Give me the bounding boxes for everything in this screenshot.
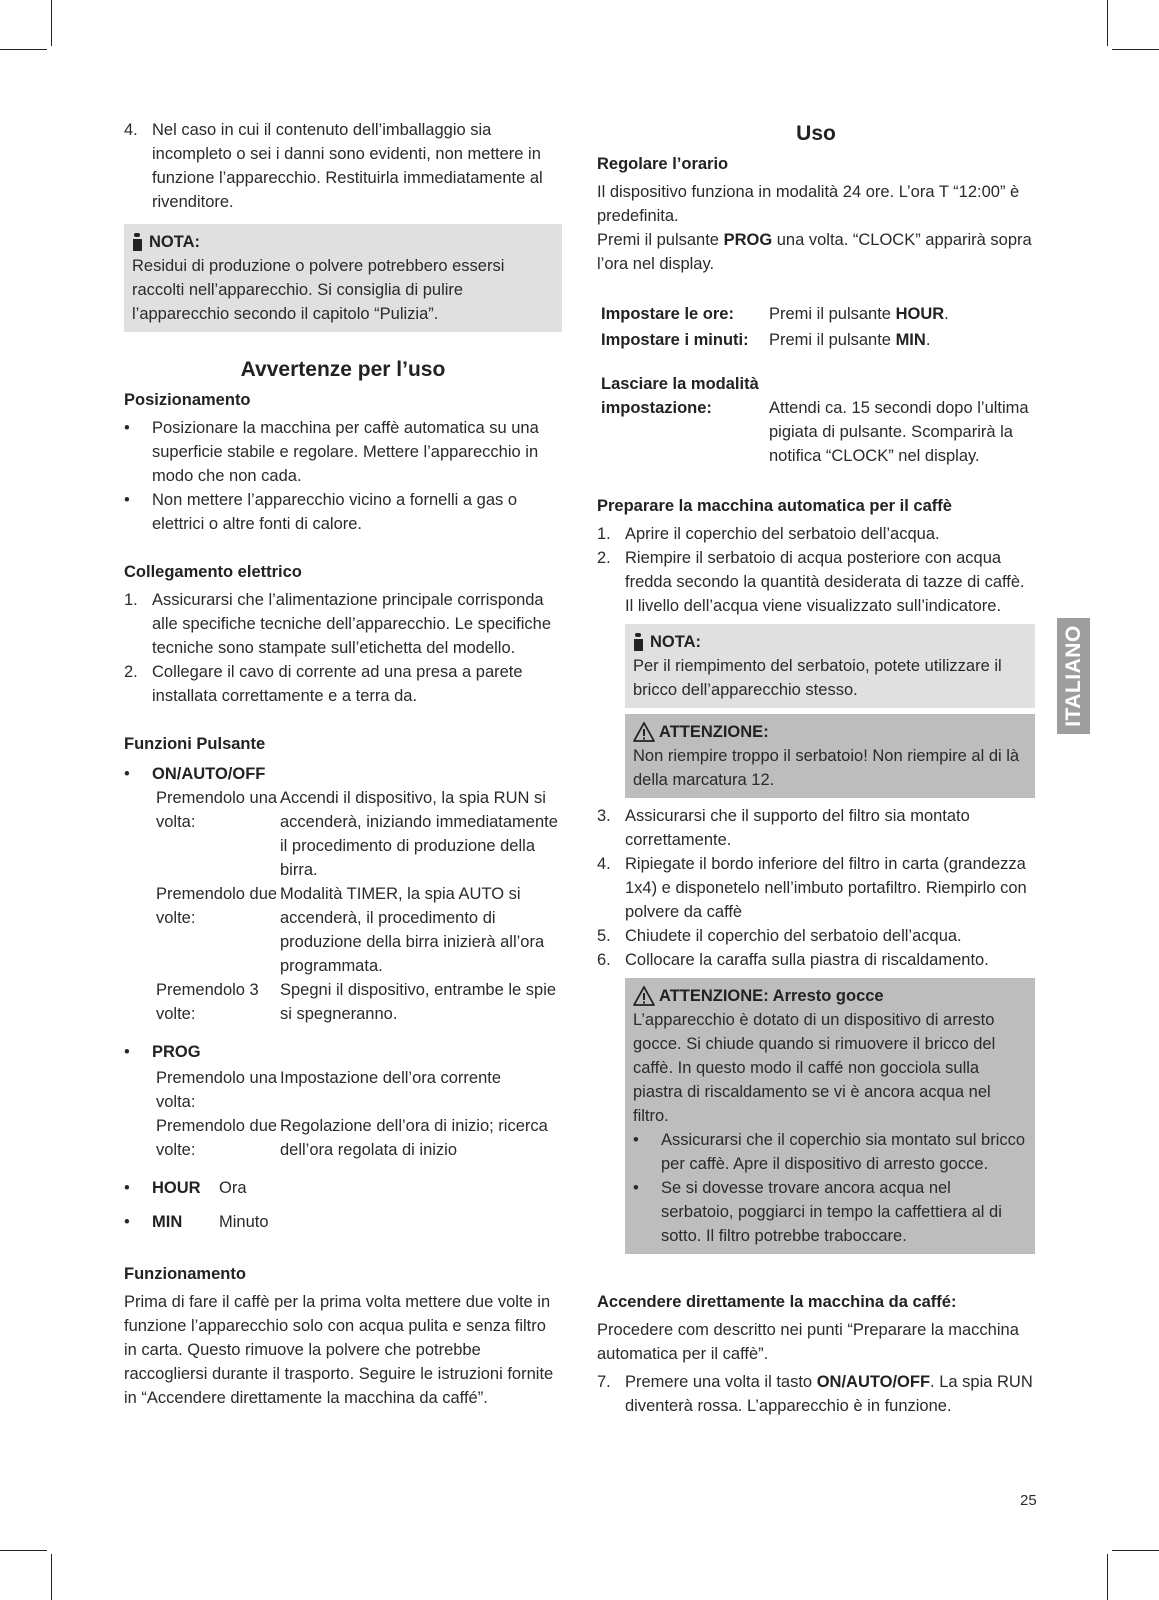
crop-mark bbox=[1107, 1554, 1108, 1600]
function-key: Premendolo due volte: bbox=[156, 885, 278, 927]
text-run-bold: HOUR bbox=[895, 305, 945, 323]
list-item bbox=[597, 948, 1035, 972]
settings-table bbox=[597, 302, 1035, 468]
function-label: PROG bbox=[152, 1043, 201, 1061]
text-run: . La spia RUN diventerà rossa. L’apparecchio è in funzione. bbox=[625, 1373, 1033, 1415]
function-label: MIN bbox=[152, 1213, 183, 1231]
text-run: Premere una volta il tasto bbox=[625, 1373, 817, 1391]
item-number: 7. bbox=[597, 1373, 611, 1391]
item-number: 2. bbox=[597, 549, 611, 567]
item-text: Posizionare la macchina per caffè automatica su una superficie stabile e regolare. Mettere l’apparecchio in modo che non cada. bbox=[152, 419, 539, 485]
bullet: • bbox=[124, 1043, 130, 1061]
warning-icon bbox=[633, 722, 655, 742]
item-text: Chiudete il coperchio del serbatoio dell’acqua. bbox=[625, 927, 962, 945]
settings-key: Impostare i minuti: bbox=[601, 331, 749, 349]
warning-text: L’apparecchio è dotato di un dispositivo di arresto gocce. Si chiude quando si rimuovere il bricco del caffè. In questo modo il caffé non gocciola sulla piastra di riscaldamento se vi è ancora acqua nel filtro. bbox=[633, 1011, 996, 1125]
bullet: • bbox=[124, 1179, 130, 1197]
item-number: 4. bbox=[597, 855, 611, 873]
item-text: Collegare il cavo di corrente ad una presa a parete installata correttamente e a terra da. bbox=[152, 663, 523, 705]
settings-key: Impostare le ore: bbox=[601, 305, 734, 323]
section-title: Avvertenze per l’uso bbox=[240, 358, 446, 381]
info-icon bbox=[633, 633, 644, 651]
function-group bbox=[124, 1210, 562, 1234]
function-value: Modalità TIMER, la spia AUTO si accenderà, il procedimento di produzione della birra inizierà all’ora programmata. bbox=[280, 885, 545, 975]
function-row bbox=[152, 882, 562, 978]
list-item bbox=[597, 546, 1035, 618]
item-text: Ripiegate il bordo inferiore del filtro in carta (grandezza 1x4) e disponetelo nell’imbuto portafiltro. Riempirlo con polvere da caffè bbox=[625, 855, 1027, 921]
function-label: ON/AUTO/OFF bbox=[152, 765, 266, 783]
text-run: Premi il pulsante bbox=[769, 305, 896, 323]
warning-title bbox=[633, 720, 1027, 744]
crop-mark bbox=[1107, 0, 1108, 46]
note-title-text: NOTA: bbox=[650, 633, 702, 651]
subheading: Funzioni Pulsante bbox=[124, 735, 266, 753]
item-number: 5. bbox=[597, 927, 611, 945]
list-item bbox=[597, 924, 1035, 948]
item-text: Non mettere l’apparecchio vicino a fornelli a gas o elettrici o altre fonti di calore. bbox=[152, 491, 518, 533]
list-item bbox=[597, 1370, 1035, 1418]
list-item bbox=[597, 522, 1035, 546]
item-number: 1. bbox=[124, 591, 138, 609]
paragraph: Il dispositivo funziona in modalità 24 ore. L’ora T “12:00” è predefinita. bbox=[597, 183, 1020, 225]
function-row bbox=[152, 786, 562, 882]
function-table bbox=[124, 1066, 562, 1162]
bullet: • bbox=[124, 765, 130, 783]
item-text: Nel caso in cui il contenuto dell’imballaggio sia incompleto o sei i danni sono evidenti, non mettere in funzione l’apparecchio. Restituirla immediatamente al rivenditore. bbox=[152, 121, 543, 211]
text-run: Premi il pulsante bbox=[597, 231, 724, 249]
crop-mark bbox=[1112, 1550, 1159, 1551]
section-title: Uso bbox=[796, 122, 836, 145]
function-group bbox=[124, 1040, 562, 1064]
text-run-bold: PROG bbox=[723, 231, 773, 249]
item-number: 2. bbox=[124, 663, 138, 681]
settings-value bbox=[769, 302, 1035, 326]
item-text: Assicurarsi che il supporto del filtro sia montato correttamente. bbox=[625, 807, 970, 849]
function-desc: Minuto bbox=[219, 1213, 269, 1231]
function-key: Premendolo due volte: bbox=[156, 1117, 278, 1159]
language-tab bbox=[1057, 618, 1090, 734]
bullet: • bbox=[124, 1213, 130, 1231]
list-item bbox=[124, 118, 562, 214]
text-run-bold: MIN bbox=[895, 331, 926, 349]
note-title bbox=[132, 230, 554, 254]
item-number: 4. bbox=[124, 121, 138, 139]
function-value: Impostazione dell’ora corrente bbox=[280, 1069, 502, 1087]
text-run-bold: ON/AUTO/OFF bbox=[816, 1373, 931, 1391]
subheading: Preparare la macchina automatica per il caffè bbox=[597, 497, 952, 515]
bullet: • bbox=[124, 491, 130, 509]
item-text: Assicurarsi che il coperchio sia montato sul bricco per caffè. Apre il dispositivo di arresto gocce. bbox=[661, 1131, 1026, 1173]
function-desc: Ora bbox=[219, 1179, 247, 1197]
bullet: • bbox=[633, 1131, 639, 1149]
function-value: Accendi il dispositivo, la spia RUN si accenderà, iniziando immediatamente il procedimento di produzione della birra. bbox=[280, 789, 558, 879]
item-text bbox=[625, 1370, 1035, 1418]
function-group bbox=[124, 1176, 562, 1200]
list-item bbox=[124, 660, 562, 708]
item-text: Aprire il coperchio del serbatoio dell’acqua. bbox=[625, 525, 940, 543]
crop-mark bbox=[0, 1550, 47, 1551]
item-text: Se si dovesse trovare ancora acqua nel serbatoio, poggiarci in tempo la caffettiera al di sotto. Il filtro potrebbe traboccare. bbox=[661, 1179, 1002, 1245]
text-run: . bbox=[925, 331, 931, 349]
warning-box bbox=[625, 714, 1035, 798]
function-row bbox=[152, 1114, 562, 1162]
item-number: 3. bbox=[597, 807, 611, 825]
note-box bbox=[124, 224, 562, 332]
list-item bbox=[633, 1128, 1027, 1176]
list-item bbox=[597, 852, 1035, 924]
crop-mark bbox=[51, 1554, 52, 1600]
settings-row bbox=[601, 328, 1035, 352]
list-item bbox=[633, 1176, 1027, 1248]
info-icon bbox=[132, 233, 143, 251]
text-run: . bbox=[944, 305, 949, 323]
function-table bbox=[124, 786, 562, 1026]
text-run: Premi il pulsante bbox=[769, 331, 896, 349]
function-value: Regolazione dell’ora di inizio; ricerca dell’ora regolata di inizio bbox=[280, 1117, 548, 1159]
text-run: una volta. “CLOCK” apparirà sopra l’ora nel display. bbox=[597, 231, 1032, 273]
item-number: 6. bbox=[597, 951, 611, 969]
list-item bbox=[124, 416, 562, 488]
crop-mark bbox=[1112, 49, 1159, 50]
warning-title-text: ATTENZIONE: Arresto gocce bbox=[659, 987, 884, 1005]
list-item bbox=[124, 588, 562, 660]
page-number: 25 bbox=[1020, 1492, 1037, 1509]
warning-text: Non riempire troppo il serbatoio! Non riempire al di là della marcatura 12. bbox=[633, 747, 1020, 789]
settings-key: Lasciare la modalità impostazione: bbox=[601, 375, 759, 417]
subheading: Regolare l’orario bbox=[597, 155, 729, 173]
warning-icon bbox=[633, 986, 655, 1006]
function-key: Premendolo una volta: bbox=[156, 1069, 278, 1111]
note-text: Per il riempimento del serbatoio, potete utilizzare il bricco dell’apparecchio stesso. bbox=[633, 657, 1002, 699]
bullet: • bbox=[124, 419, 130, 437]
function-key: Premendolo 3 volte: bbox=[156, 981, 259, 1023]
settings-value bbox=[769, 328, 1035, 352]
function-group bbox=[124, 762, 562, 786]
crop-mark bbox=[0, 49, 47, 50]
warning-title-text: ATTENZIONE: bbox=[659, 723, 769, 741]
right-column bbox=[597, 118, 1035, 1418]
subheading: Accendere direttamente la macchina da caffé: bbox=[597, 1293, 957, 1311]
item-text: Riempire il serbatoio di acqua posteriore con acqua fredda secondo la quantità desiderata di tazze di caffè. Il livello dell’acqua viene visualizzato sull’indicatore. bbox=[625, 549, 1025, 615]
note-text: Residui di produzione o polvere potrebbero essersi raccolti nell’apparecchio. Si consiglia di pulire l’apparecchio secondo il capitolo “Pulizia”. bbox=[132, 257, 505, 323]
paragraph bbox=[597, 228, 1035, 276]
note-title-text: NOTA: bbox=[149, 233, 201, 251]
function-label: HOUR bbox=[152, 1179, 201, 1197]
item-text: Assicurarsi che l’alimentazione principale corrisponda alle specifiche tecniche dell’apparecchio. Le specifiche tecniche sono stampate sull’etichetta del modello. bbox=[152, 591, 551, 657]
subheading: Collegamento elettrico bbox=[124, 563, 302, 581]
function-key: Premendolo una volta: bbox=[156, 789, 278, 831]
item-number: 1. bbox=[597, 525, 611, 543]
list-item bbox=[597, 804, 1035, 852]
settings-row bbox=[601, 372, 1035, 468]
paragraph: Prima di fare il caffè per la prima volta mettere due volte in funzione l’apparecchio solo con acqua pulita e senza filtro in carta. Questo rimuove la polvere che potrebbe raccogliersi durante il trasporto. Seguire le istruzioni fornite in “Accendere direttamente la macchina da caffé”. bbox=[124, 1293, 554, 1407]
bullet: • bbox=[633, 1179, 639, 1197]
left-column bbox=[124, 118, 562, 1410]
function-value: Spegni il dispositivo, entrambe le spie si spegneranno. bbox=[280, 981, 557, 1023]
note-box bbox=[625, 624, 1035, 708]
warning-box bbox=[625, 978, 1035, 1254]
function-row bbox=[152, 1066, 562, 1114]
function-row bbox=[152, 978, 562, 1026]
settings-value: Attendi ca. 15 secondi dopo l’ultima pigiata di pulsante. Scomparirà la notifica “CLOCK” nel display. bbox=[769, 399, 1029, 465]
paragraph: Procedere com descritto nei punti “Preparare la macchina automatica per il caffè”. bbox=[597, 1321, 1019, 1363]
item-text: Collocare la caraffa sulla piastra di riscaldamento. bbox=[625, 951, 989, 969]
language-tab-label: ITALIANO bbox=[1061, 625, 1085, 727]
settings-row bbox=[601, 302, 1035, 326]
list-item bbox=[124, 488, 562, 536]
warning-title bbox=[633, 984, 1027, 1008]
note-title bbox=[633, 630, 1027, 654]
subheading: Posizionamento bbox=[124, 391, 251, 409]
subheading: Funzionamento bbox=[124, 1265, 246, 1283]
crop-mark bbox=[51, 0, 52, 46]
